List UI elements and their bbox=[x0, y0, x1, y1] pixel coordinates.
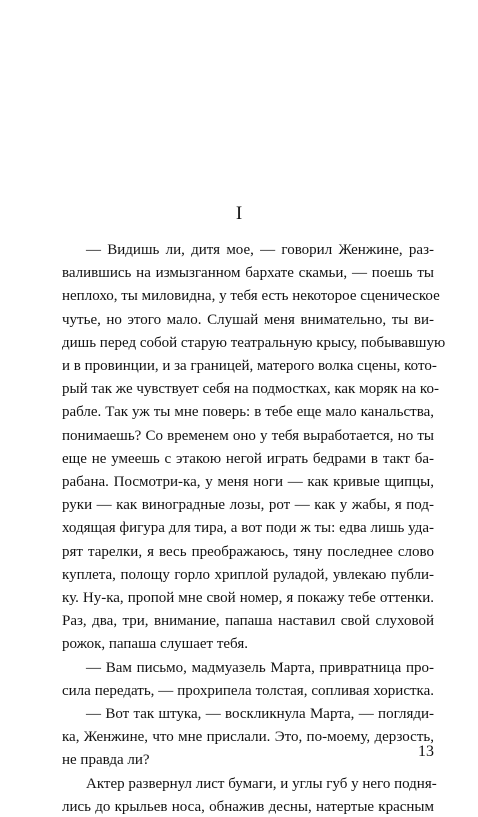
text-line: сила передать, — прохрипела толстая, сопливая хористка. bbox=[62, 683, 434, 699]
text-line: не правда ли? bbox=[62, 752, 150, 768]
text-line: рабле. Так уж ты мне поверь: в тебе еще мало канальства, bbox=[62, 404, 434, 420]
text-line: еще не умеешь с этакою негой играть бедрами в такт ба- bbox=[62, 451, 434, 467]
text-line: руки — как виноградные лозы, рот — как у жабы, я под- bbox=[62, 497, 434, 513]
text-line: рый так же чувствует себя на подмостках, как моряк на ко- bbox=[62, 381, 439, 397]
text-line: дишь перед собой старую театральную крысу, побывавшую bbox=[62, 335, 446, 351]
text-line: ходящая фигура для тира, а вот поди ж ты: едва лишь уда- bbox=[62, 520, 434, 536]
text-line: рабана. Посмотри-ка, у меня ноги — как кривые щипцы, bbox=[62, 474, 434, 490]
text-line: понимаешь? Со временем оно у тебя выработается, но ты bbox=[62, 428, 434, 444]
text-line: — Видишь ли, дитя мое, — говорил Женжине, раз- bbox=[86, 242, 434, 258]
page-number: 13 bbox=[418, 743, 434, 760]
text-line: — Вот так штука, — воскликнула Марта, — погляди- bbox=[86, 706, 434, 722]
text-line: чутье, но этого мало. Слушай меня внимательно, ты ви- bbox=[62, 312, 434, 328]
text-line: валившись на измызганном бархате скамьи, — поешь ты bbox=[62, 265, 434, 281]
text-line: рожок, папаша слушает тебя. bbox=[62, 636, 248, 652]
text-line: лись до крыльев носа, обнажив десны, натертые красным bbox=[62, 799, 434, 815]
text-line: неплохо, ты миловидна, у тебя есть некоторое сценическое bbox=[62, 288, 440, 304]
chapter-number: I bbox=[235, 203, 243, 224]
text-line: куплета, полощу горло хриплой руладой, увлекаю публи- bbox=[62, 567, 434, 583]
text-line: ку. Ну-ка, пропой мне свой номер, я покажу тебе оттенки. bbox=[62, 590, 434, 606]
text-line: Актер развернул лист бумаги, и углы губ у него подня- bbox=[86, 776, 437, 792]
text-line: и в провинции, и за границей, матерого волка сцены, кото- bbox=[62, 358, 437, 374]
text-line: — Вам письмо, мадмуазель Марта, привратница про- bbox=[86, 660, 434, 676]
text-line: ка, Женжине, что мне прислали. Это, по-моему, дерзость, bbox=[62, 729, 434, 745]
text-line: рят тарелки, я весь преображаюсь, тяну последнее слово bbox=[62, 544, 434, 560]
text-line: Раз, два, три, внимание, папаша наставил свой слуховой bbox=[62, 613, 434, 629]
